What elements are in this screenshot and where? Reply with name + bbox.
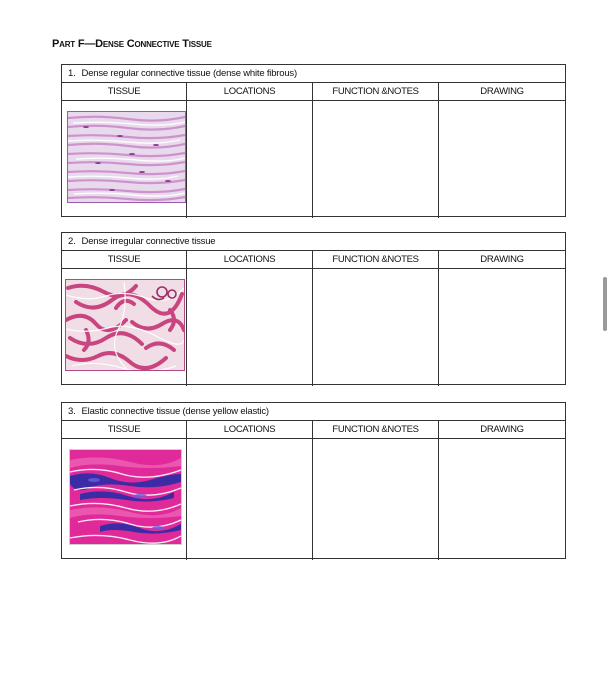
drawing-cell[interactable]	[439, 269, 565, 386]
header-function-notes: FUNCTION &NOTES	[313, 83, 439, 101]
header-locations: LOCATIONS	[187, 83, 313, 101]
locations-cell[interactable]	[187, 439, 313, 560]
section-table	[62, 421, 565, 560]
function-notes-cell[interactable]	[313, 439, 439, 560]
section-title-text: Dense regular connective tissue (dense white fibrous)	[81, 68, 297, 79]
locations-cell[interactable]	[187, 101, 313, 218]
part-title: Part F—Dense Connective Tissue	[52, 38, 212, 50]
header-locations: LOCATIONS	[187, 251, 313, 269]
elastic-tissue-micrograph	[69, 449, 182, 545]
section-table	[62, 83, 565, 218]
drawing-cell[interactable]	[439, 439, 565, 560]
worksheet-section-1	[61, 64, 566, 217]
section-number: 2.	[68, 236, 76, 247]
vertical-scrollbar[interactable]	[603, 277, 607, 331]
header-tissue: TISSUE	[62, 83, 187, 101]
dense-irregular-tissue-micrograph	[65, 279, 185, 371]
function-notes-cell[interactable]	[313, 269, 439, 386]
worksheet-section-2	[61, 232, 566, 385]
worksheet-section-3	[61, 402, 566, 559]
drawing-cell[interactable]	[439, 101, 565, 218]
dense-regular-tissue-micrograph	[67, 111, 186, 203]
header-tissue: TISSUE	[62, 251, 187, 269]
function-notes-cell[interactable]	[313, 101, 439, 218]
section-title	[62, 403, 565, 421]
header-function-notes: FUNCTION &NOTES	[313, 251, 439, 269]
header-locations: LOCATIONS	[187, 421, 313, 439]
section-number: 1.	[68, 68, 76, 79]
section-title	[62, 65, 565, 83]
section-title	[62, 233, 565, 251]
header-drawing: DRAWING	[439, 251, 565, 269]
section-title-text: Elastic connective tissue (dense yellow elastic)	[81, 406, 269, 417]
section-table	[62, 251, 565, 386]
section-number: 3.	[68, 406, 76, 417]
tissue-cell	[62, 101, 187, 218]
header-tissue: TISSUE	[62, 421, 187, 439]
locations-cell[interactable]	[187, 269, 313, 386]
header-function-notes: FUNCTION &NOTES	[313, 421, 439, 439]
tissue-cell	[62, 439, 187, 560]
tissue-cell	[62, 269, 187, 386]
section-title-text: Dense irregular connective tissue	[81, 236, 216, 247]
header-drawing: DRAWING	[439, 421, 565, 439]
header-drawing: DRAWING	[439, 83, 565, 101]
